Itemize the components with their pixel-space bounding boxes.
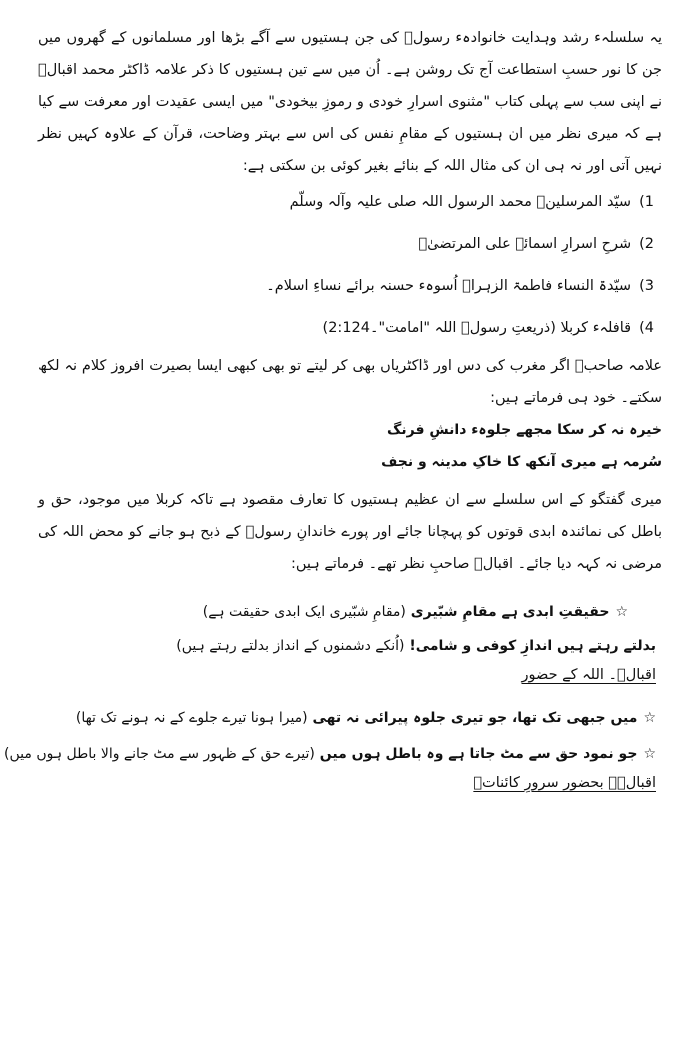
list-item-text: شرحِ اسرارِ اسمائے علی المرتضیٰؑ xyxy=(418,236,632,252)
verse-1-line-2-gloss: (اُنکے دشمنوں کے انداز بدلتے رہتے ہیں) xyxy=(176,638,405,654)
list-item xyxy=(38,192,662,212)
couplet-line-2: سُرمہ ہے میری آنکھ کا خاکِ مدینہ و نجف xyxy=(381,454,662,470)
list-item xyxy=(38,234,662,254)
verse-2-line-1-gloss: (میرا ہونا تیرے جلوے کے نہ ہونے تک تھا) xyxy=(75,710,308,726)
verse-1-line-2-text: بدلتے رہتے ہیں اندازِ کوفی و شامی! xyxy=(409,638,656,654)
star-icon: ☆ xyxy=(643,710,656,726)
closing-paragraph: میری گفتگو کے اس سلسلے سے ان عظیم ہستیوں کا تعارف مقصود ہے تاکہ کربلا میں موجود، حق و باطل کی نمائندہ ابدی قوتوں کو پہچانا جائے اور پورے خاندانِ رسولؐ کے ذبح ہو جانے کو محض اللہ کی مرضی نہ کہہ دیا جائے۔ اقبالؒ صاحبِ نظر تھے۔ فرماتے ہیں: xyxy=(38,492,662,572)
list-item-number: 3) xyxy=(639,278,654,294)
list-item xyxy=(38,276,662,296)
verse-1-line-1-text: حقیقتِ ابدی ہے مقامِ شبّیری xyxy=(410,604,610,620)
star-icon: ☆ xyxy=(643,746,656,762)
verse-1-line-1 xyxy=(38,602,662,622)
verse-2-line-2-text: جو نمود حق سے مٹ جاتا ہے وہ باطل ہوں میں xyxy=(319,746,638,762)
couplet-line-1: خیرہ نہ کر سکا مجھے جلوہء دانشِ فرنگ xyxy=(387,422,662,438)
verse-2-line-2-gloss: (تیرے حق کے ظہور سے مٹ جانے والا باطل ہوں میں) xyxy=(4,746,315,762)
list-item-text: سیّدۃ النساء فاطمۃ الزہراؑ اُسوہء حسنہ برائے نساءِ اسلام۔ xyxy=(266,278,632,294)
verse-2-line-2 xyxy=(4,744,662,764)
intro-paragraph: یہ سلسلہء رشد وہدایت خانوادہء رسولؐ کی جن ہستیوں سے آگے بڑھا اور مسلمانوں کے گھروں میں جن کا نور حسبِ استطاعت آج تک روشن ہے۔ اُن میں سے تین ہستیوں کا ذکر علامہ ڈاکٹر محمد اقبالؒ نے اپنی سب سے پہلی کتاب "مثنوی اسرارِ خودی و رموزِ بیخودی" میں ایسی عقیدت اور معرفت سے کیا ہے کہ میری نظر میں ان ہستیوں کے مقامِ نفس کی اس سے بہتر وضاحت، قرآن کے علاوہ کہیں نظر نہیں آتی اور نہ ہی ان کی مثال اللہ کے بنائے بغیر کوئی بن سکتی ہے: xyxy=(38,30,662,174)
verse-1-line-2 xyxy=(38,636,662,656)
verse-1-heading: اقبالؒ۔ اللہ کے حضور xyxy=(521,667,656,683)
verse-2-line-1 xyxy=(38,708,662,728)
verse-1-line-1-gloss: (مقامِ شبّیری ایک ابدی حقیقت ہے) xyxy=(202,604,406,620)
verse-2-line-1-text: میں جبھی تک تھا، جو تیری جلوہ پیرائی نہ تھی xyxy=(312,710,638,726)
list-item-number: 4) xyxy=(639,320,654,336)
personalities-list xyxy=(38,192,662,338)
middle-paragraph: علامہ صاحبؒ اگر مغرب کی دس اور ڈاکٹریاں بھی کر لیتے تو بھی کبھی ایسا بصیرت افروز کلام نہ لکھ سکتے۔ خود ہی فرماتے ہیں: xyxy=(38,358,662,406)
list-item-number: 1) xyxy=(639,194,654,210)
star-icon: ☆ xyxy=(615,604,628,620)
list-item-text: قافلہء کربلا (ذریعتِ رسولؐ اللہ "امامت"۔2:124) xyxy=(322,320,632,336)
list-item-text: سیّد المرسلینؐ محمد الرسول اللہ صلی علیہ وآلہ وسلّم xyxy=(289,194,632,210)
list-item-number: 2) xyxy=(639,236,654,252)
verse-2-heading: اقبالؒ۔ بحضور سرورِ کائناتؐ xyxy=(473,775,656,791)
list-item xyxy=(38,318,662,338)
